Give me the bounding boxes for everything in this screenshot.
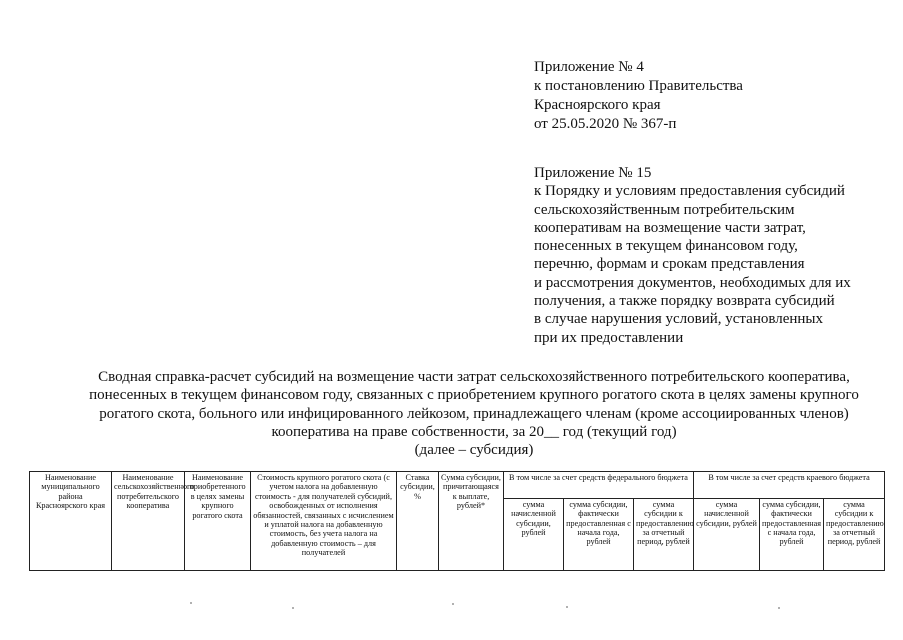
header-federal-budget: В том числе за счет средств федерального бюджета <box>504 472 694 499</box>
appendix-line: к Порядку и условиям предоставления субсидий <box>534 183 845 200</box>
scan-speck <box>292 607 294 609</box>
scan-speck <box>566 606 568 608</box>
header-subsidy-rate: Ставка субсидии, % <box>397 472 439 571</box>
appendix-line: Красноярского края <box>534 97 661 113</box>
scan-speck <box>190 602 192 604</box>
header-district: Наименование муниципального района Красноярского края <box>30 472 112 571</box>
appendix-line: понесенных в текущем финансовом году, <box>534 238 798 255</box>
title-line: кооператива на праве собственности, за 20__ год (текущий год) <box>271 423 677 440</box>
title-line: Сводная справка-расчет субсидий на возмещение части затрат сельскохозяйственного потребительского кооператива, <box>98 369 850 385</box>
appendix-line: к постановлению Правительства <box>534 78 743 94</box>
appendix-line: в случае нарушения условий, установленных <box>534 311 824 328</box>
appendix-line: кооперативам на возмещение части затрат, <box>534 219 806 236</box>
appendix-4-header <box>534 58 743 134</box>
appendix-15-header <box>534 164 851 347</box>
scan-speck <box>778 607 780 609</box>
appendix-line: и рассмотрения документов, необходимых для их <box>534 274 851 291</box>
header-subsidy-amount: Сумма субсидии, причитающаяся к выплате, рублей* <box>439 472 504 571</box>
scan-speck <box>452 603 454 605</box>
appendix-line: перечню, формам и срокам представления <box>534 256 805 273</box>
document-title <box>60 368 888 459</box>
header-cooperative: Наименование сельскохозяйственного потребительского кооператива <box>112 472 185 571</box>
header-cattle-cost: Стоимость крупного рогатого скота (с учетом налога на добавленную стоимость - для получателей субсидий, освобожденных от исполнения обязанностей, связанных с исчислением и уплатой налога на добавленную стоимость, без учета налога на добавленную стоимость – для получателей <box>251 472 397 571</box>
header-regional-provided: сумма субсидии, фактически предоставленная с начала года, рублей <box>760 498 824 570</box>
header-regional-accrued: сумма начисленной субсидии, рублей <box>694 498 760 570</box>
appendix-line: Приложение № 4 <box>534 59 644 75</box>
header-cattle-name: Наименование приобретенного в целях замены крупного рогатого скота <box>185 472 251 571</box>
title-line: (далее – субсидия) <box>414 442 534 459</box>
appendix-line: сельскохозяйственным потребительским <box>534 201 795 218</box>
header-federal-accrued: сумма начисленной субсидии, рублей <box>504 498 564 570</box>
appendix-line: от 25.05.2020 № 367-п <box>534 116 677 132</box>
title-line: понесенных в текущем финансовом году, связанных с приобретением крупного рогатого скота в целях замены крупного <box>89 387 859 404</box>
header-federal-provided: сумма субсидии, фактически предоставленная с начала года, рублей <box>564 498 634 570</box>
header-federal-period: сумма субсидии к предоставлению за отчетный период, рублей <box>634 498 694 570</box>
subsidy-table <box>29 471 885 571</box>
appendix-line: получения, а также порядку возврата субсидий <box>534 293 835 310</box>
appendix-line: Приложение № 15 <box>534 165 652 181</box>
title-line: рогатого скота, больного или инфицированного лейкозом, принадлежащего членам (кроме ассоциированных членов) <box>99 405 849 422</box>
appendix-line: при их предоставлении <box>534 329 684 346</box>
header-regional-budget: В том числе за счет средств краевого бюджета <box>694 472 885 499</box>
header-regional-period: сумма субсидии к предоставлению за отчетный период, рублей <box>824 498 885 570</box>
